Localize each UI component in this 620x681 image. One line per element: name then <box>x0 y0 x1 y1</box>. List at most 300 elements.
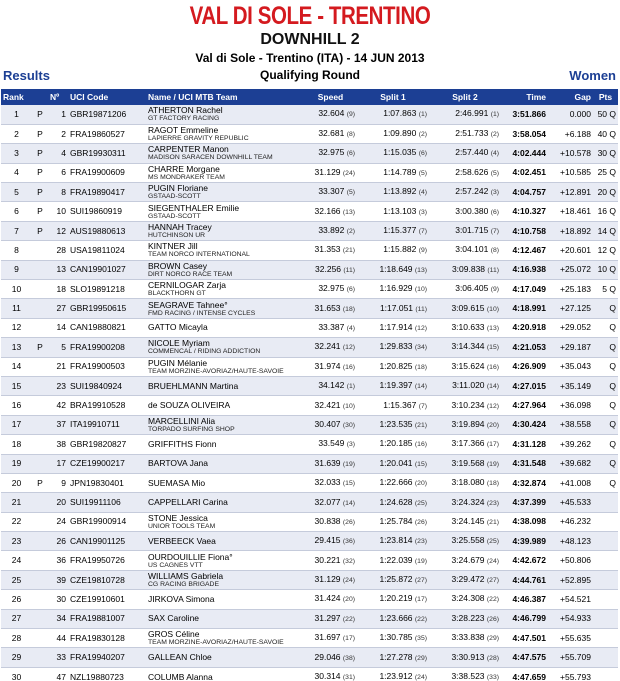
split2-value: 2:46.991 <box>455 108 489 119</box>
split1-value: 1:17.051 <box>379 302 414 313</box>
speed-rank: (5) <box>346 189 355 197</box>
speed-cell <box>304 667 357 681</box>
uci-code-cell: GBR19930311 <box>70 147 126 158</box>
split1-cell <box>357 435 429 454</box>
team-name: FMD RACING / INTENSE CYCLES <box>148 309 256 317</box>
speed-rank: (17) <box>342 635 355 643</box>
speed-cell <box>304 241 357 260</box>
bib-cell: 37 <box>56 419 66 430</box>
gap-cell: +50.806 <box>560 555 591 566</box>
split1-cell <box>357 338 429 357</box>
speed-rank: (26) <box>342 518 355 526</box>
speed-rank: (31) <box>342 674 355 681</box>
speed-rank: (9) <box>346 111 355 119</box>
speed-cell <box>304 629 357 648</box>
rider-name: WILLIAMS Gabriela <box>148 571 224 582</box>
rank-cell: 30 <box>11 671 22 681</box>
name-cell <box>146 629 304 648</box>
event-title: VAL DI SOLE - TRENTINO <box>189 2 431 30</box>
split1-value: 1:23.666 <box>379 612 413 623</box>
speed-value: 31.424 <box>314 593 341 604</box>
gap-cell: +55.709 <box>560 652 591 663</box>
p-cell <box>32 512 48 531</box>
split1-cell <box>357 124 429 143</box>
split2-cell <box>429 357 501 376</box>
speed-value: 32.604 <box>318 108 345 119</box>
gap-cell: +39.682 <box>560 458 591 469</box>
speed-cell <box>304 338 357 357</box>
team-name: COMMENCAL / RIDING ADDICTION <box>148 348 261 356</box>
speed-cell <box>304 260 357 279</box>
p-cell <box>32 376 48 395</box>
pts-cell: 40 Q <box>597 128 616 139</box>
speed-cell <box>304 532 357 551</box>
rider-name: OURDOUILLIE Fiona° <box>148 551 233 562</box>
gap-cell: 0.000 <box>569 108 591 119</box>
table-row <box>1 512 618 531</box>
speed-value: 33.307 <box>318 186 345 197</box>
uci-code-cell: BRA19910528 <box>70 400 126 411</box>
name-cell <box>146 299 304 318</box>
name-cell <box>146 318 304 337</box>
split2-rank: (28) <box>486 654 499 662</box>
p-cell <box>32 667 48 681</box>
speed-value: 29.415 <box>314 535 341 546</box>
split2-value: 3:09.838 <box>451 263 486 274</box>
p-cell: P <box>37 128 43 139</box>
uci-code-cell: CZE19900217 <box>70 458 125 469</box>
split1-value: 1:22.039 <box>379 554 413 565</box>
pts-cell <box>593 512 618 531</box>
gap-cell: +48.123 <box>560 535 591 546</box>
uci-code-cell: FRA19890417 <box>70 186 125 197</box>
gap-cell: +25.072 <box>560 264 591 275</box>
split1-cell <box>357 221 429 240</box>
time-cell: 4:42.672 <box>512 555 546 566</box>
table-row <box>1 338 618 357</box>
split2-value: 3:33.838 <box>451 632 485 643</box>
pts-cell: 30 Q <box>597 147 616 158</box>
split1-rank: (35) <box>414 635 427 643</box>
uci-code-cell: FRA19900208 <box>70 341 125 352</box>
split1-cell <box>357 144 429 163</box>
gap-cell: +20.601 <box>560 244 591 255</box>
rider-name: MARCELLINI Alia <box>148 415 216 426</box>
name-cell <box>146 280 304 299</box>
split2-cell <box>429 454 501 473</box>
pts-cell <box>593 648 618 667</box>
col-time: Time <box>526 92 546 102</box>
time-cell: 4:32.874 <box>512 477 546 488</box>
p-cell <box>32 357 48 376</box>
table-row <box>1 396 618 415</box>
name-cell <box>146 648 304 667</box>
split2-value: 3:19.894 <box>451 418 485 429</box>
team-name: BLACKTHORN GT <box>148 290 206 298</box>
speed-cell <box>304 202 357 221</box>
gap-cell: +46.232 <box>560 516 591 527</box>
speed-cell <box>304 512 357 531</box>
split2-cell <box>429 105 501 124</box>
table-row <box>1 667 618 681</box>
speed-value: 32.033 <box>314 477 341 488</box>
split2-rank: (27) <box>486 577 499 585</box>
split2-value: 3:06.405 <box>455 283 489 294</box>
pts-cell <box>593 570 618 589</box>
p-cell: P <box>37 477 43 488</box>
rider-name: VERBEECK Vaea <box>148 535 216 546</box>
p-cell: P <box>37 167 43 178</box>
category-label: Women <box>569 68 616 83</box>
time-cell: 4:02.451 <box>512 167 546 178</box>
name-cell <box>146 454 304 473</box>
split2-value: 3:01.715 <box>455 225 489 236</box>
name-cell <box>146 551 304 570</box>
split2-value: 3:14.344 <box>451 341 485 352</box>
speed-rank: (24) <box>342 169 355 177</box>
time-cell: 4:37.399 <box>512 497 546 507</box>
split1-value: 1:30.785 <box>379 632 413 643</box>
rank-cell: 6 <box>14 206 19 217</box>
bib-cell: 2 <box>61 128 66 139</box>
speed-value: 31.974 <box>314 360 341 371</box>
uci-code-cell: CZE19910601 <box>70 593 125 604</box>
split1-rank: (3) <box>418 208 427 216</box>
rank-cell: 10 <box>11 283 22 294</box>
split2-cell <box>429 376 501 395</box>
split1-value: 1:13.892 <box>383 186 417 197</box>
speed-rank: (21) <box>342 247 355 255</box>
split1-rank: (14) <box>414 383 427 391</box>
split1-rank: (7) <box>418 402 427 410</box>
split2-cell <box>429 590 501 609</box>
gap-cell: +36.098 <box>560 400 591 411</box>
rank-cell: 17 <box>11 419 22 430</box>
bib-cell: 12 <box>56 225 66 236</box>
team-name: MADISON SARACEN DOWNHILL TEAM <box>148 154 273 162</box>
team-name: HUTCHINSON UR <box>148 232 206 240</box>
speed-rank: (30) <box>342 421 355 429</box>
speed-cell <box>304 144 357 163</box>
rider-name: SEAGRAVE Tahnee° <box>148 299 228 310</box>
split2-rank: (10) <box>486 305 499 313</box>
speed-value: 31.653 <box>314 302 341 313</box>
uci-code-cell: GBR19820827 <box>70 438 127 449</box>
split2-value: 3:28.223 <box>451 612 485 623</box>
p-cell <box>32 551 48 570</box>
split2-rank: (13) <box>486 324 499 332</box>
split2-rank: (11) <box>487 266 499 274</box>
bib-cell: 36 <box>56 555 66 566</box>
uci-code-cell: GBR19900914 <box>70 516 127 527</box>
pts-cell: 14 Q <box>597 225 616 236</box>
split2-rank: (25) <box>486 538 499 546</box>
round-title: Qualifying Round <box>260 68 360 82</box>
uci-code-cell: SUI19911106 <box>70 497 121 507</box>
rider-name: PUGIN Mélanie <box>148 357 208 368</box>
p-cell <box>32 435 48 454</box>
split2-cell <box>429 667 501 681</box>
speed-rank: (13) <box>342 208 355 216</box>
pts-cell: 5 Q <box>602 283 616 294</box>
table-row <box>1 299 618 318</box>
name-cell <box>146 609 304 628</box>
uci-code-cell: USA19811024 <box>70 244 125 255</box>
gap-cell: +55.793 <box>560 671 591 681</box>
time-cell: 4:47.659 <box>512 671 546 681</box>
split1-rank: (29) <box>414 654 427 662</box>
gap-cell: +55.635 <box>560 632 591 643</box>
bib-cell: 5 <box>61 341 66 352</box>
split2-cell <box>429 609 501 628</box>
p-cell <box>32 241 48 260</box>
uci-code-cell: FRA19900609 <box>70 167 125 178</box>
name-cell <box>146 512 304 531</box>
p-cell <box>32 396 48 415</box>
uci-code-cell: FRA19900503 <box>70 361 125 372</box>
split2-cell <box>429 629 501 648</box>
rank-cell: 7 <box>14 225 19 236</box>
col-uci-code: UCI Code <box>70 92 109 102</box>
split2-value: 3:25.558 <box>451 535 485 546</box>
split1-cell <box>357 299 429 318</box>
bib-cell: 20 <box>56 497 66 507</box>
speed-rank: (10) <box>342 402 355 410</box>
split1-cell <box>357 241 429 260</box>
bib-cell: 14 <box>56 322 66 333</box>
speed-rank: (11) <box>343 266 355 274</box>
split1-rank: (6) <box>418 150 427 158</box>
rider-name: COLUMB Alanna <box>148 671 213 681</box>
split1-value: 1:13.103 <box>383 205 417 216</box>
split1-rank: (2) <box>418 131 427 139</box>
split1-value: 1:20.825 <box>379 360 413 371</box>
split1-cell <box>357 609 429 628</box>
team-name: GSTAAD-SCOTT <box>148 212 201 220</box>
split2-value: 3:17.366 <box>451 438 485 449</box>
split1-cell <box>357 260 429 279</box>
results-label: Results <box>3 68 50 83</box>
split2-cell <box>429 435 501 454</box>
bib-cell: 23 <box>56 380 66 391</box>
split1-rank: (5) <box>418 169 427 177</box>
speed-rank: (14) <box>342 499 355 507</box>
col-split2: Split 2 <box>452 92 478 102</box>
split1-value: 1:15.367 <box>383 399 417 410</box>
split2-value: 3:38.523 <box>451 671 485 681</box>
rank-cell: 16 <box>11 400 22 411</box>
split2-rank: (12) <box>486 402 499 410</box>
team-name: TEAM MORZINE-AVORIAZ/HAUTE-SAVOIE <box>148 639 284 647</box>
split2-value: 3:29.472 <box>451 574 485 585</box>
split2-rank: (24) <box>486 557 499 565</box>
rank-cell: 22 <box>11 516 22 527</box>
split2-cell <box>429 124 501 143</box>
rider-name: GRIFFITHS Fionn <box>148 438 217 449</box>
speed-value: 32.077 <box>314 496 341 507</box>
p-cell <box>32 590 48 609</box>
split1-rank: (21) <box>414 421 427 429</box>
speed-rank: (18) <box>342 305 355 313</box>
speed-value: 31.129 <box>314 574 341 585</box>
split1-value: 1:25.872 <box>379 574 413 585</box>
speed-rank: (20) <box>342 596 355 604</box>
bib-cell: 26 <box>56 535 66 546</box>
speed-cell <box>304 415 357 434</box>
rank-cell: 26 <box>11 593 22 604</box>
pts-cell: Q <box>609 341 616 352</box>
split2-cell <box>429 260 501 279</box>
speed-cell <box>304 280 357 299</box>
split1-rank: (7) <box>418 228 427 236</box>
speed-cell <box>304 124 357 143</box>
split1-rank: (16) <box>414 441 427 449</box>
split1-cell <box>357 590 429 609</box>
split1-rank: (12) <box>414 324 427 332</box>
bib-cell: 27 <box>56 303 66 314</box>
pts-cell: 10 Q <box>597 264 616 275</box>
rider-name: KINTNER Jill <box>148 241 198 252</box>
time-cell: 4:47.575 <box>512 652 546 663</box>
uci-code-cell: AUS19880613 <box>70 225 126 236</box>
split2-value: 3:18.080 <box>451 477 485 488</box>
pts-cell <box>593 590 618 609</box>
team-name: MS MONDRAKER TEAM <box>148 173 225 181</box>
split2-rank: (7) <box>490 228 499 236</box>
split1-cell <box>357 183 429 202</box>
name-cell <box>146 667 304 681</box>
split2-rank: (6) <box>490 208 499 216</box>
speed-rank: (1) <box>346 383 355 391</box>
team-name: TORPADO SURFING SHOP <box>148 425 235 433</box>
table-row <box>1 241 618 260</box>
split2-cell <box>429 648 501 667</box>
pts-cell: 16 Q <box>597 206 616 217</box>
speed-value: 32.166 <box>314 205 341 216</box>
split1-value: 1:14.789 <box>383 166 417 177</box>
gap-cell: +18.892 <box>560 225 591 236</box>
speed-value: 32.421 <box>314 399 341 410</box>
rider-name: HANNAH Tracey <box>148 222 212 233</box>
speed-value: 30.407 <box>314 418 341 429</box>
split2-cell <box>429 551 501 570</box>
time-cell: 4:30.424 <box>512 419 546 430</box>
p-cell: P <box>37 206 43 217</box>
split1-value: 1:16.929 <box>379 283 413 294</box>
col-speed: Speed <box>317 92 344 102</box>
split2-rank: (1) <box>490 111 499 119</box>
speed-cell <box>304 493 357 512</box>
split2-cell <box>429 299 501 318</box>
gap-cell: +38.558 <box>560 419 591 430</box>
speed-value: 34.142 <box>318 380 345 391</box>
gap-cell: +25.183 <box>560 283 591 294</box>
speed-value: 33.387 <box>318 321 345 332</box>
table-row <box>1 124 618 143</box>
speed-value: 30.838 <box>314 515 341 526</box>
col-gap: Gap <box>574 92 591 102</box>
split1-cell <box>357 648 429 667</box>
speed-cell <box>304 454 357 473</box>
speed-value: 32.975 <box>318 147 345 158</box>
name-cell <box>146 376 304 395</box>
uci-code-cell: GBR19950615 <box>70 303 127 314</box>
split1-cell <box>357 473 429 492</box>
gap-cell: +35.149 <box>560 380 591 391</box>
split1-rank: (26) <box>414 518 427 526</box>
speed-rank: (19) <box>342 460 355 468</box>
time-cell: 4:02.444 <box>512 147 546 158</box>
p-cell <box>32 532 48 551</box>
rank-cell: 13 <box>11 341 22 352</box>
split1-cell <box>357 318 429 337</box>
pts-cell: Q <box>609 361 616 372</box>
speed-value: 31.353 <box>314 244 341 255</box>
col-split1: Split 1 <box>380 92 406 102</box>
time-cell: 4:38.098 <box>512 516 546 527</box>
table-row <box>1 221 618 240</box>
p-cell <box>32 318 48 337</box>
rank-cell: 4 <box>14 167 19 178</box>
p-cell <box>32 299 48 318</box>
name-cell <box>146 202 304 221</box>
split2-value: 3:30.913 <box>451 651 485 662</box>
rider-name: BROWN Casey <box>148 260 208 271</box>
table-row <box>1 473 618 492</box>
time-cell: 4:31.128 <box>512 438 546 449</box>
p-cell: P <box>37 108 43 119</box>
pts-cell <box>593 667 618 681</box>
gap-cell: +41.008 <box>560 477 591 488</box>
table-row <box>1 532 618 551</box>
split1-value: 1:27.278 <box>379 651 413 662</box>
rank-cell: 2 <box>14 128 19 139</box>
name-cell <box>146 260 304 279</box>
speed-cell <box>304 570 357 589</box>
speed-value: 29.046 <box>314 651 341 662</box>
split1-value: 1:22.666 <box>379 477 413 488</box>
speed-cell <box>304 551 357 570</box>
table-row <box>1 454 618 473</box>
gap-cell: +39.262 <box>560 438 591 449</box>
split2-rank: (29) <box>486 635 499 643</box>
speed-value: 30.221 <box>314 554 341 565</box>
speed-value: 32.256 <box>315 263 342 274</box>
gap-cell: +35.043 <box>560 361 591 372</box>
team-name: GT FACTORY RACING <box>148 115 220 123</box>
split2-cell <box>429 144 501 163</box>
split1-value: 1:20.041 <box>379 457 413 468</box>
speed-rank: (4) <box>346 324 355 332</box>
split2-value: 3:11.020 <box>452 380 485 391</box>
table-row <box>1 551 618 570</box>
split2-value: 3:09.615 <box>451 302 485 313</box>
rider-name: CERNILOGAR Zarja <box>148 280 226 291</box>
split2-value: 3:10.633 <box>451 321 485 332</box>
race-title: DOWNHILL 2 <box>260 31 360 48</box>
split1-value: 1:20.219 <box>379 593 413 604</box>
bib-cell: 34 <box>56 613 66 624</box>
rank-cell: 29 <box>11 652 22 663</box>
p-cell <box>32 629 48 648</box>
split1-value: 1:20.185 <box>379 438 413 449</box>
name-cell <box>146 415 304 434</box>
split2-value: 2:57.440 <box>455 147 489 158</box>
split2-cell <box>429 570 501 589</box>
bib-cell: 39 <box>56 574 66 585</box>
team-name: LAPIERRE GRAVITY REPUBLIC <box>148 135 249 143</box>
pts-cell: 25 Q <box>597 167 616 178</box>
